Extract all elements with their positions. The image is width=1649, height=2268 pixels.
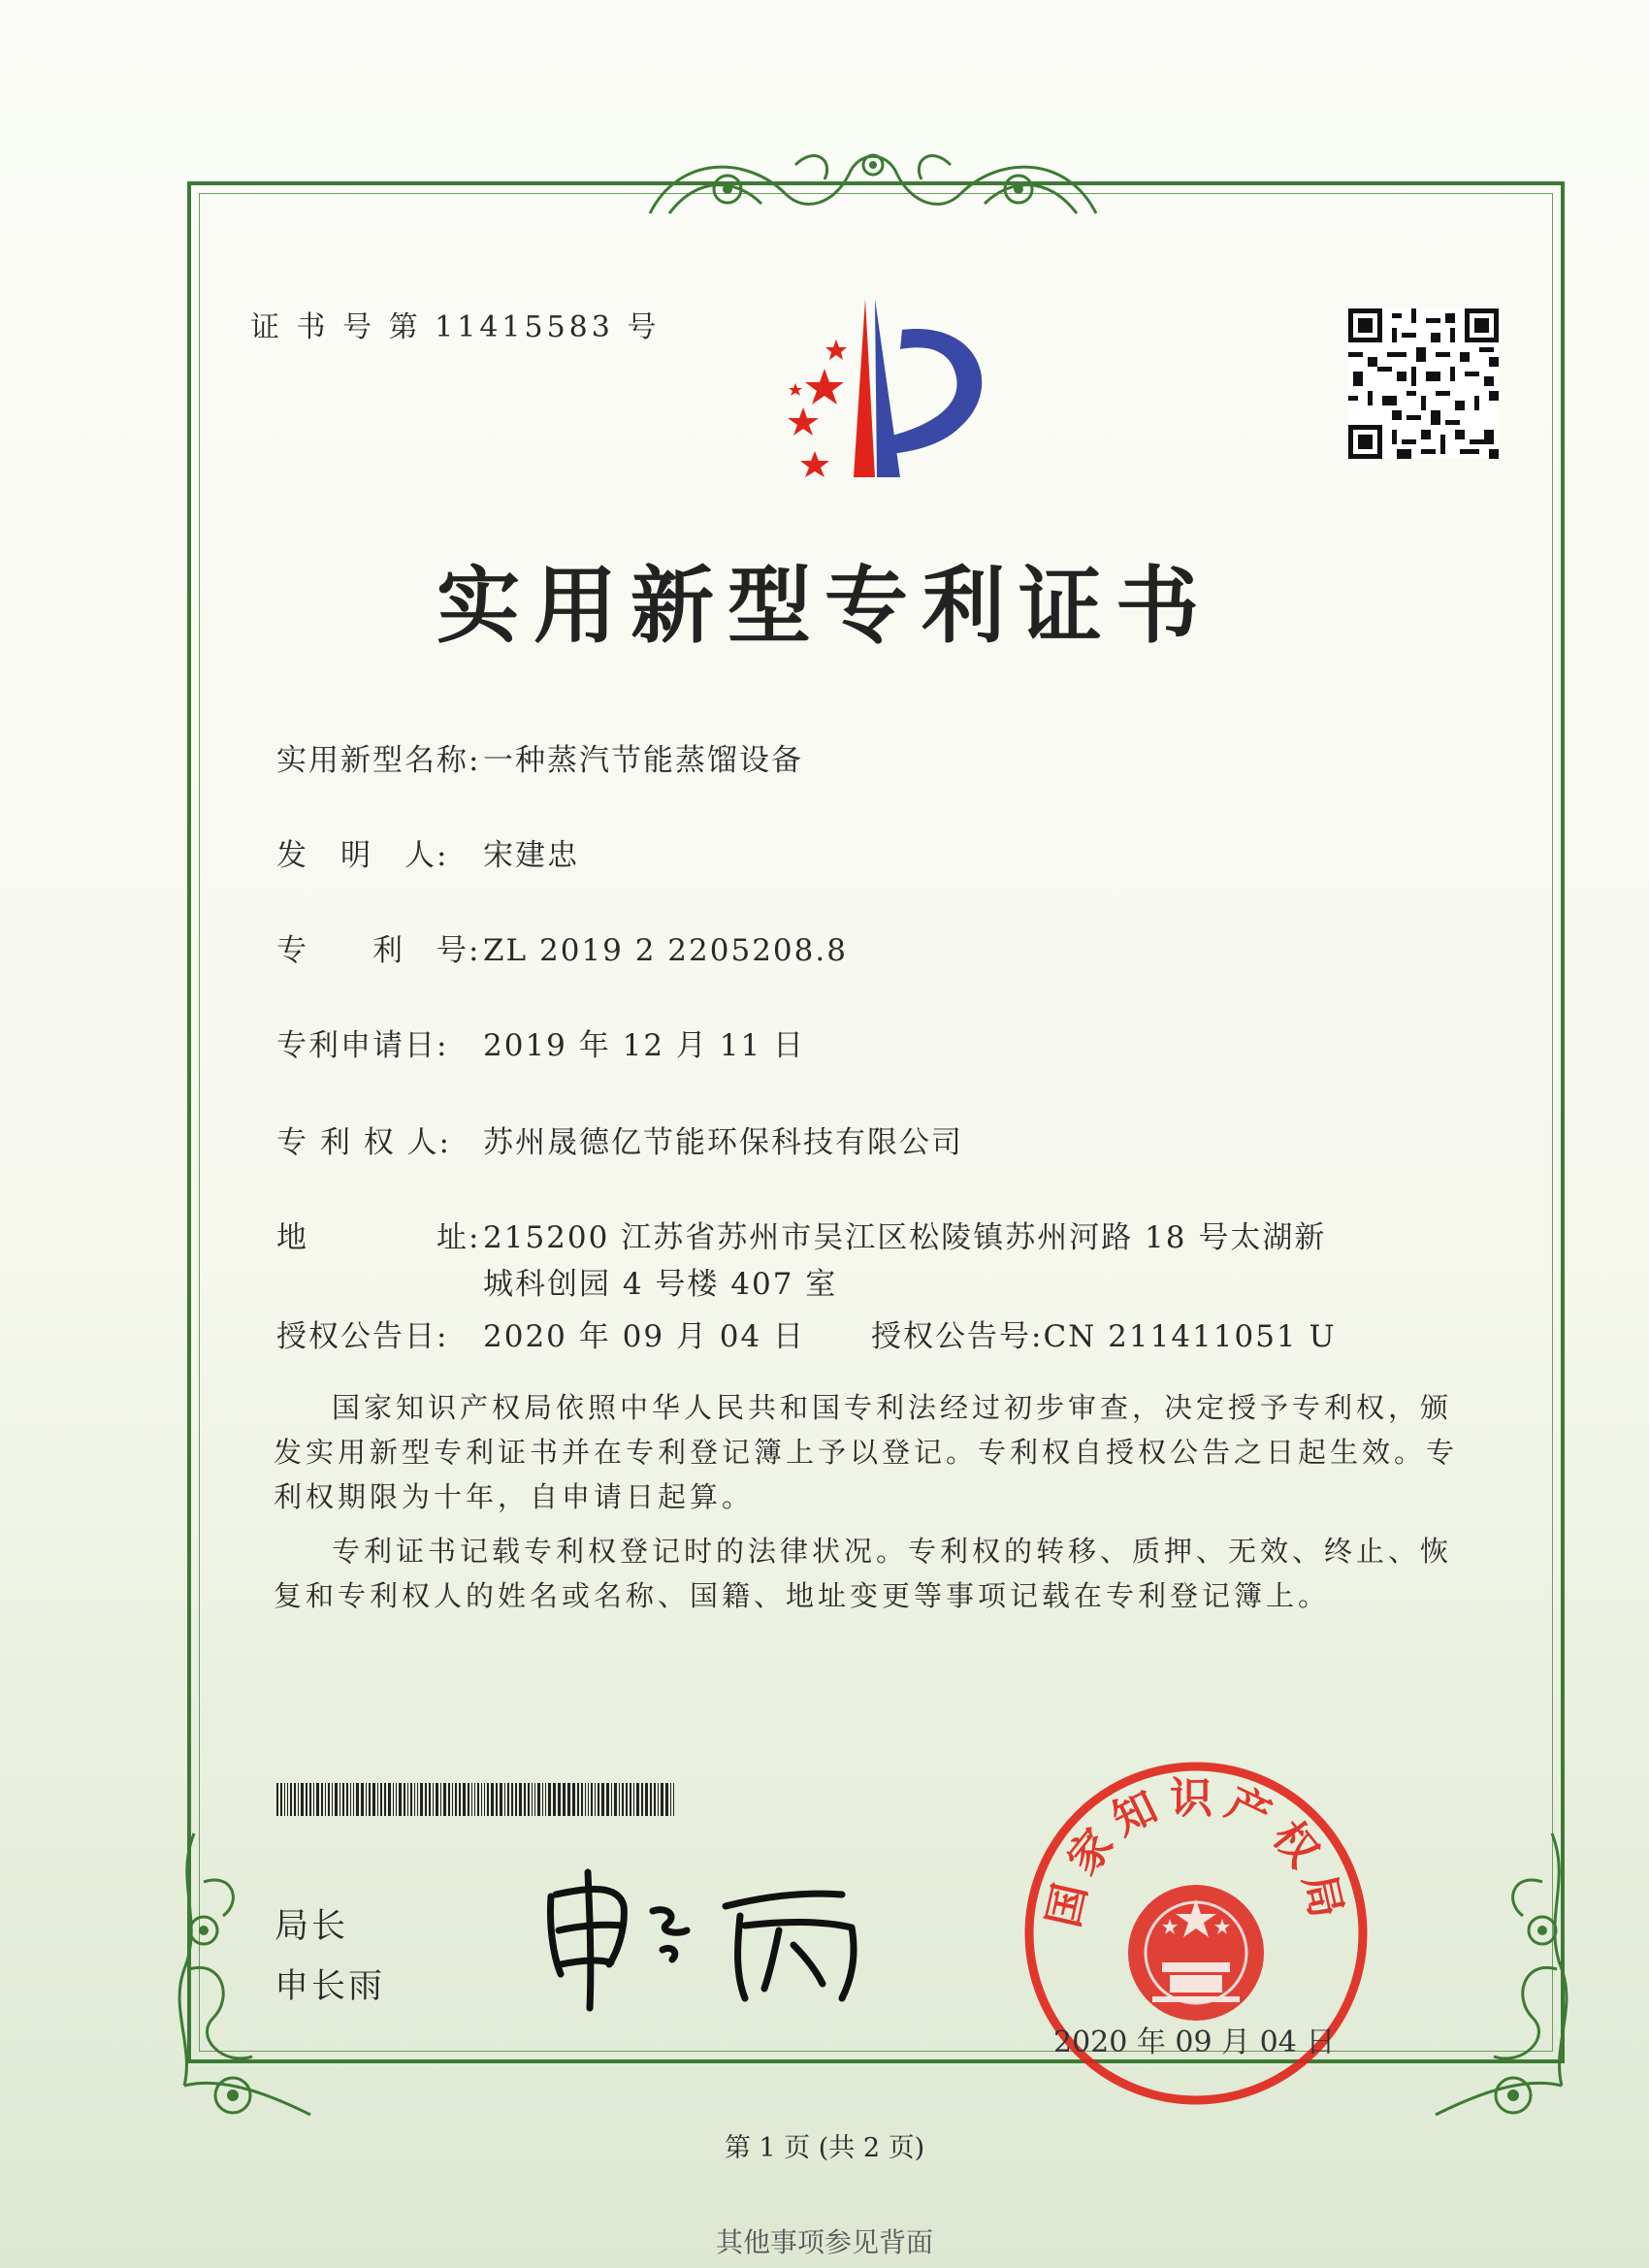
- barcode-bar: [528, 1783, 530, 1816]
- barcode-bar: [585, 1783, 586, 1816]
- barcode-bar: [414, 1783, 415, 1816]
- seal-text: 国家知识产权局: [1038, 1773, 1354, 1932]
- field-label: 发 明 人:: [276, 838, 449, 873]
- barcode-bar: [301, 1783, 304, 1816]
- barcode-bar: [399, 1783, 402, 1816]
- corner-ornament-right: [1416, 1824, 1581, 2134]
- barcode-bar: [534, 1783, 535, 1816]
- barcode-bar: [353, 1783, 354, 1816]
- barcode-bar: [558, 1783, 561, 1816]
- barcode-bar: [407, 1783, 408, 1816]
- field-label: 专利申请日:: [276, 1028, 449, 1063]
- field-patent-number: [276, 925, 848, 969]
- barcode-bar: [500, 1783, 502, 1816]
- barcode-bar: [542, 1783, 543, 1816]
- barcode-bar: [384, 1783, 386, 1816]
- barcode-bar: [650, 1783, 652, 1816]
- barcode-bar: [332, 1783, 333, 1816]
- field-patentee: [276, 1118, 963, 1161]
- barcode-bar: [588, 1783, 589, 1816]
- bottom-note: 其他事项参见背面: [715, 2226, 933, 2258]
- barcode-bar: [393, 1783, 394, 1816]
- field-label: 授权公告号:: [871, 1319, 1044, 1354]
- barcode-bar: [325, 1783, 326, 1816]
- barcode-bar: [335, 1783, 338, 1816]
- signatory-title: 局长: [275, 1907, 349, 1946]
- field-grant-number: [871, 1312, 1337, 1355]
- barcode-bar: [532, 1783, 533, 1816]
- barcode-bar: [436, 1783, 438, 1816]
- field-value: ZL 2019 2 2205208.8: [483, 933, 848, 968]
- barcode-bar: [515, 1783, 517, 1816]
- barcode-bar: [316, 1783, 319, 1816]
- barcode-bar: [645, 1783, 648, 1816]
- barcode-bar: [537, 1783, 540, 1816]
- barcode-bar: [417, 1783, 418, 1816]
- certificate-number: 证 书 号 第 11415583 号: [250, 310, 661, 344]
- barcode-bar: [507, 1783, 509, 1816]
- barcode-bar: [630, 1783, 631, 1816]
- barcode-bar: [563, 1783, 566, 1816]
- barcode-bar: [404, 1783, 405, 1816]
- paragraph-grant-statement: 国家知识产权局依照中华人民共和国专利法经过初步审查，决定授予专利权，颁发实用新型专利证书并在专利登记簿上予以登记。专利权自授权公告之日起生效。专利权期限为十年，自申请日起算。: [274, 1391, 1459, 1513]
- field-inventor: [276, 830, 579, 874]
- barcode-bar: [548, 1783, 551, 1816]
- field-utility-model-name: [276, 735, 803, 779]
- barcode-bar: [553, 1783, 556, 1816]
- barcode-bar: [452, 1783, 453, 1816]
- barcode-bar: [591, 1783, 593, 1816]
- top-ornament: [640, 136, 1106, 228]
- barcode-bar: [606, 1783, 609, 1816]
- barcode-bar: [366, 1783, 367, 1816]
- barcode-bar: [346, 1783, 348, 1816]
- barcode-bar: [636, 1783, 639, 1816]
- barcode-bar: [477, 1783, 479, 1816]
- seal-date: 2020 年 09 月 04 日: [1053, 2025, 1336, 2059]
- barcode-bar: [626, 1783, 628, 1816]
- barcode-bar: [468, 1783, 469, 1816]
- barcode-bar: [361, 1783, 364, 1816]
- barcode-bar: [577, 1783, 579, 1816]
- barcode-bar: [519, 1783, 522, 1816]
- barcode-bar: [601, 1783, 604, 1816]
- barcode-bar: [504, 1783, 505, 1816]
- barcode-bar: [287, 1783, 288, 1816]
- cnipa-logo-icon: [757, 291, 1009, 485]
- barcode-bar: [622, 1783, 624, 1816]
- barcode-bar: [440, 1783, 441, 1816]
- barcode-bar: [661, 1783, 663, 1816]
- barcode: [276, 1783, 676, 1816]
- barcode-bar: [372, 1783, 375, 1816]
- barcode-bar: [410, 1783, 412, 1816]
- qr-code: [1348, 308, 1499, 459]
- barcode-bar: [448, 1783, 450, 1816]
- barcode-bar: [298, 1783, 299, 1816]
- barcode-bar: [380, 1783, 382, 1816]
- barcode-bar: [619, 1783, 620, 1816]
- barcode-bar: [463, 1783, 466, 1816]
- barcode-bar: [611, 1783, 612, 1816]
- barcode-bar: [280, 1783, 282, 1816]
- barcode-bar: [306, 1783, 307, 1816]
- barcode-bar: [641, 1783, 643, 1816]
- page-number: 第 1 页 (共 2 页): [724, 2133, 925, 2163]
- barcode-bar: [321, 1783, 323, 1816]
- barcode-bar: [658, 1783, 659, 1816]
- barcode-bar: [388, 1783, 391, 1816]
- barcode-bar: [487, 1783, 489, 1816]
- barcode-bar: [545, 1783, 546, 1816]
- field-label: 专 利 权 人:: [276, 1125, 452, 1160]
- paragraph-legal-status: 专利证书记载专利权登记时的法律状况。专利权的转移、质押、无效、终止、恢复和专利权人的姓名或名称、国籍、地址变更等事项记载在专利登记簿上。: [274, 1535, 1453, 1612]
- barcode-bar: [455, 1783, 457, 1816]
- barcode-bar: [511, 1783, 513, 1816]
- field-filing-date: [276, 1021, 805, 1064]
- barcode-bar: [484, 1783, 485, 1816]
- barcode-bar: [471, 1783, 472, 1816]
- barcode-bar: [313, 1783, 314, 1816]
- barcode-bar: [309, 1783, 311, 1816]
- field-value: CN 211411051 U: [1043, 1319, 1337, 1354]
- barcode-bar: [290, 1783, 292, 1816]
- barcode-bar: [524, 1783, 526, 1816]
- field-value: 2019 年 12 月 11 日: [483, 1028, 806, 1063]
- barcode-bar: [581, 1783, 583, 1816]
- barcode-bar: [328, 1783, 330, 1816]
- barcode-bar: [276, 1783, 278, 1816]
- certificate-title: 实用新型专利证书: [436, 557, 1212, 655]
- signatory-name: 申长雨: [275, 1967, 386, 2006]
- barcode-bar: [342, 1783, 344, 1816]
- barcode-bar: [443, 1783, 446, 1816]
- barcode-bar: [598, 1783, 599, 1816]
- barcode-bar: [572, 1783, 575, 1816]
- barcode-bar: [673, 1783, 674, 1816]
- field-value: 一种蒸汽节能蒸馏设备: [483, 743, 803, 778]
- handwritten-signature: [532, 1867, 881, 2013]
- field-address: [276, 1213, 1326, 1256]
- barcode-bar: [665, 1783, 668, 1816]
- barcode-bar: [294, 1783, 296, 1816]
- barcode-bar: [567, 1783, 570, 1816]
- barcode-bar: [429, 1783, 431, 1816]
- field-label: 地 址:: [276, 1220, 481, 1255]
- barcode-bar: [614, 1783, 617, 1816]
- field-value: 2020 年 09 月 04 日: [483, 1319, 806, 1354]
- barcode-bar: [491, 1783, 494, 1816]
- barcode-bar: [425, 1783, 427, 1816]
- field-value: 苏州晟德亿节能环保科技有限公司: [483, 1125, 963, 1160]
- barcode-bar: [369, 1783, 371, 1816]
- field-label: 实用新型名称:: [276, 743, 481, 778]
- barcode-bar: [595, 1783, 596, 1816]
- barcode-bar: [284, 1783, 285, 1816]
- barcode-bar: [670, 1783, 671, 1816]
- barcode-bar: [420, 1783, 423, 1816]
- field-value: 215200 江苏省苏州市吴江区松陵镇苏州河路 18 号太湖新: [483, 1220, 1327, 1255]
- barcode-bar: [356, 1783, 359, 1816]
- barcode-bar: [377, 1783, 378, 1816]
- barcode-bar: [654, 1783, 656, 1816]
- field-grant-date: [276, 1312, 805, 1355]
- field-value: 宋建忠: [483, 838, 579, 873]
- barcode-bar: [396, 1783, 397, 1816]
- field-label: 授权公告日:: [276, 1319, 449, 1354]
- field-address-line2: 城科创园 4 号楼 407 室: [483, 1267, 838, 1302]
- barcode-bar: [433, 1783, 434, 1816]
- barcode-bar: [496, 1783, 498, 1816]
- field-label: 专 利 号:: [276, 933, 481, 968]
- barcode-bar: [350, 1783, 351, 1816]
- barcode-bar: [633, 1783, 634, 1816]
- barcode-bar: [474, 1783, 475, 1816]
- barcode-bar: [481, 1783, 482, 1816]
- barcode-bar: [459, 1783, 461, 1816]
